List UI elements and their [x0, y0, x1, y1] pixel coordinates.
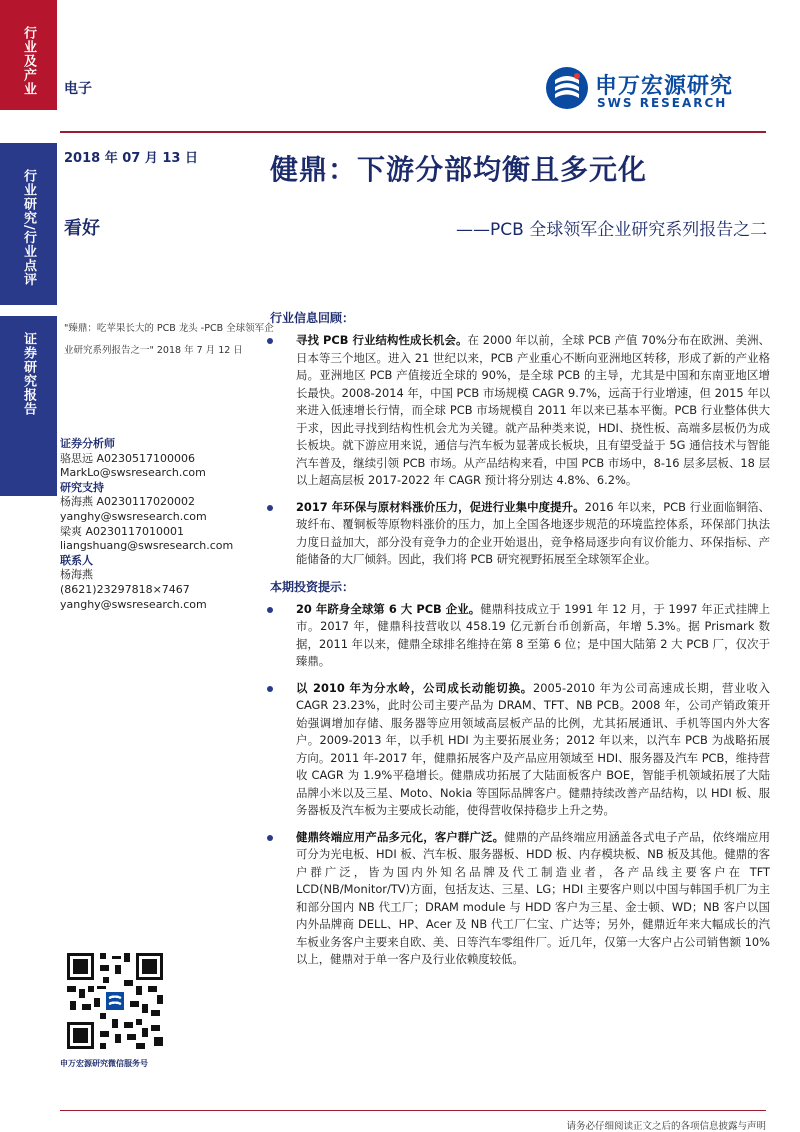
sws-logo	[545, 66, 757, 116]
bullet-text: 健鼎的产品终端应用涵盖各式电子产品，依终端应用可分为光电板、HDI 板、汽车板、服务器板、HDD 板、内存模块板、NB 板及其他。健鼎的客户群广泛，皆为国内外知名品牌及代工制造业者，各产品线主要客户在 TFT LCD(NB/Monitor/TV)方面，包括友达、三星、LG；HDI 主要客户则以中国与韩国手机厂为主和部分国内 NB 代工厂；DRAM module 与 HDD 客户为三星、金士顿、WD；NB 客户以国内外品牌商 DELL、HP、Acer 及 NB 代工厂仁宝、广达等；另外，健鼎近年来大幅成长的汽车板业务客户主要来自欧、美、日等汽车零组件厂。近几年，仅第一大客户占公司销售额 10%以上，健鼎对于单一客户及行业依赖度较低。	[296, 829, 770, 966]
qr-code-icon	[64, 950, 166, 1052]
list-item	[270, 601, 770, 671]
analyst-role: 证券分析师	[60, 437, 115, 450]
bullet-lead: 2017 年环保与原材料涨价压力，促进行业集中度提升。	[296, 499, 585, 514]
support1-email[interactable]: yanghy@swsresearch.com	[60, 509, 207, 523]
bullet-lead: 20 年跻身全球第 6 大 PCB 企业。	[296, 601, 481, 616]
related-report: "臻鼎：吃苹果长大的 PCB 龙头 -PCB 全球领军企业研究系列报告之一" 2018 年 7 月 12 日	[64, 323, 274, 356]
support2-name: 梁爽 A0230117010001	[60, 524, 185, 538]
analyst-name: 骆思远 A0230517100006	[60, 451, 196, 465]
bullet-text: 在 2000 年以前，全球 PCB 产值 70%分布在欧洲、美洲、日本等三个地区。进入 21 世纪以来，PCB 产业重心不断向亚洲地区转移，形成了新的产业格局。亚洲地区 PCB 产值接近全球的 90%，是全球 PCB 的主导，尤其是中国和东南亚地区增长最快。2008-2014 年，中国 PCB 市场规模 CAGR 9.7%，远高于行业增速，但 2015 年以来进入低速增长行情，而全球 PCB 市场规模自 2011 年以来已基本平衡。PCB 行业整体供大于求，因此寻找到结构性机会尤为关键。就产品种类来说，HDI、挠性板、高端多层板仍为成长板块。就下游应用来说，通信与汽车板为显著成长板块，且有望受益于 5G 通信技术与智能汽车普及，继续引领 PCB 市场。从产品结构来看，中国 PCB 市场中，8-16 层多层板、18 层以上超高层板 2017-2022 年 CAGR 预计将分别达 4.8%、6.2%。	[296, 333, 770, 487]
footer-divider	[60, 1110, 766, 1111]
bullet-dot-icon	[267, 835, 273, 841]
contact-email[interactable]: yanghy@swsresearch.com	[60, 597, 207, 611]
sws-logo-icon	[545, 66, 589, 110]
logo-text-en: SWS RESEARCH	[597, 96, 728, 110]
sidebar-tab-report-type-label: 行业研究/行业点评	[21, 169, 36, 287]
support-role: 研究支持	[60, 480, 104, 494]
bullet-dot-icon	[267, 607, 273, 613]
page-subtitle: ——PCB 全球领军企业研究系列报告之二	[456, 220, 768, 240]
sector-label: 电子	[64, 81, 92, 97]
rating-label: 看好	[64, 218, 100, 239]
contacts-block	[60, 437, 272, 612]
report-date: 2018 年 07 月 13 日	[64, 151, 198, 166]
support2-email[interactable]: liangshuang@swsresearch.com	[60, 539, 234, 553]
bullet-text: 2016 年以来，PCB 行业面临铜箔、玻纤布、覆铜板等原物料涨价的压力，加上全国各地逐步规范的环境监控体系，环保部门执法力度日益加大，部分没有竞争力的企业开始退出，竞争格局逐步向有议价能力、环保指标、产能储备的大厂倾斜。因此，我们将 PCB 研究视野拓展至全球领军企业。	[296, 499, 770, 566]
bullet-text: 健鼎科技成立于 1991 年 12 月，于 1997 年正式挂牌上市。2017 年，健鼎科技营收以 458.19 亿元新台币创新高，年增 5.3%。据 Prismark 数据，2011 年以来，健鼎全球排名维持在第 8 至第 6 位；是中国大陆第 2 大 PCB 厂，仅次于臻鼎。	[296, 601, 771, 668]
main-content	[270, 309, 770, 978]
bullet-dot-icon	[267, 686, 273, 692]
section-heading-industry-review: 行业信息回顾：	[270, 311, 355, 325]
contact-name: 杨海燕	[60, 568, 93, 582]
list-item	[270, 829, 770, 969]
list-item	[270, 680, 770, 820]
bullet-text: 2005-2010 年为公司高速成长期，营业收入 CAGR 23.23%，此时公司主要产品为 DRAM、TFT、NB PCB。2008 年，公司产销政策开始强调增加存储、服务器等应用领域高层板产品的比例，尤其拓展通讯、手机等国内外大客户。2009-2013 年，以手机 HDI 为主要拓展业务；2012 年以来，以汽车 PCB 为战略拓展方向。2011 年-2017 年，健鼎拓展客户及产品应用领域至 HDI、服务器及汽车 PCB，维持营收 CAGR 为 1.9%平稳增长。健鼎成功拓展了大陆面板客户 BOE，智能手机领域拓展了大陆品牌小米以及三星、Moto、Nokia 等国际品牌客户。健鼎持续改善产品结构，以 HDI 板、服务器板及汽车板为主要成长动能，使得营收保持稳步上升之势。	[296, 680, 770, 817]
analyst-email[interactable]: MarkLo@swsresearch.com	[60, 466, 206, 480]
sidebar-tab-securities-report-label: 证券研究报告	[21, 332, 36, 416]
bullet-lead: 以 2010 年为分水岭，公司成长动能切换。	[296, 680, 534, 695]
list-item	[270, 499, 770, 569]
contact-role: 联系人	[60, 553, 93, 567]
sidebar-tab-sector	[0, 0, 57, 110]
list-item	[270, 332, 770, 490]
disclaimer-footer: 请务必仔细阅读正文之后的各项信息披露与声明	[566, 1121, 766, 1132]
sidebar-tab-report-type	[0, 143, 57, 305]
logo-text-cn: 申万宏源研究	[595, 74, 734, 99]
bullet-lead: 寻找 PCB 行业结构性成长机会。	[296, 333, 468, 347]
sidebar-tab-sector-label: 行业及产业	[21, 26, 36, 96]
bullet-lead: 健鼎终端应用产品多元化，客户群广泛。	[296, 829, 505, 844]
contact-phone: (8621)23297818×7467	[60, 582, 190, 596]
sidebar-tab-securities-report	[0, 316, 57, 496]
bullet-dot-icon	[267, 505, 273, 511]
bullet-dot-icon	[267, 338, 273, 344]
section-heading-investment-tips: 本期投资提示：	[270, 579, 355, 594]
page-title: 健鼎：下游分部均衡且多元化	[270, 153, 648, 186]
qr-caption: 申万宏源研究微信服务号	[60, 1059, 148, 1068]
support1-name: 杨海燕 A0230117020002	[60, 495, 196, 509]
header-divider	[60, 131, 766, 133]
